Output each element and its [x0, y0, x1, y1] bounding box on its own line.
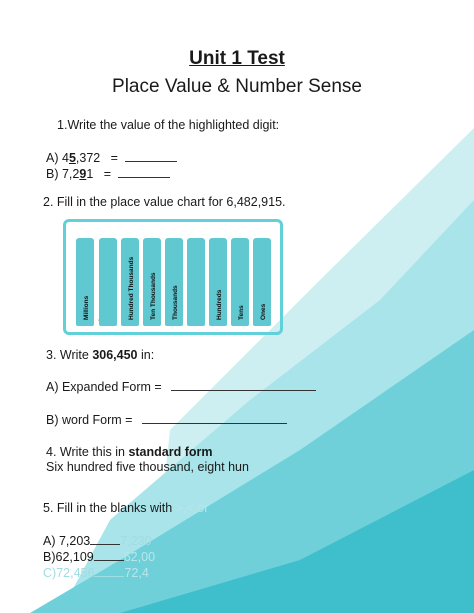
q5-b-right: 62,00 — [123, 550, 156, 564]
column-label: Millions — [83, 295, 90, 320]
q1-text: Write the value of the highlighted digit: — [67, 118, 280, 132]
q3-a-answer-blank[interactable] — [171, 380, 316, 391]
column-blank[interactable] — [187, 238, 205, 326]
page-title: Unit 1 Test — [189, 48, 285, 69]
q1-number: 1. — [57, 118, 68, 132]
q1-b-suffix: 1 — [86, 167, 94, 181]
column-hundreds[interactable] — [209, 238, 227, 326]
column-label: Hundreds — [216, 289, 223, 320]
q1-a-highlight-digit: 5 — [68, 151, 76, 165]
q1-prompt — [57, 118, 279, 132]
q3-number: 306,450 — [92, 348, 138, 362]
q2-prompt: 2. Fill in the place value chart for 6,482,915. — [43, 195, 286, 209]
column-blank[interactable] — [99, 238, 117, 326]
column-ten-thousands[interactable] — [143, 238, 161, 326]
q1-b-equals: = — [103, 167, 111, 181]
q1-b-highlight-digit: 9 — [79, 167, 87, 181]
q1-item-b — [46, 167, 170, 181]
q5-a-blank[interactable] — [90, 534, 120, 545]
q5-prompt — [43, 501, 208, 515]
q4-prompt-bold: standard form — [128, 445, 213, 459]
column-label: Thousands — [172, 285, 179, 320]
q3-b-label: B) word Form = — [46, 413, 133, 427]
q5-prompt-faded: >,<,or — [172, 501, 209, 515]
q1-b-answer-blank[interactable] — [118, 167, 170, 178]
q5-prompt-text: 5. Fill in the blanks with — [43, 501, 173, 515]
q1-a-answer-blank[interactable] — [125, 151, 177, 162]
q4-prompt-post: : — [212, 445, 216, 459]
q1-b-prefix: B) 7,2 — [46, 167, 80, 181]
q1-a-suffix: ,372 — [75, 151, 101, 165]
q3-prompt-post: in: — [137, 348, 155, 362]
q4-number-words: Six hundred five thousand, eight hun — [46, 460, 249, 474]
q4-line2 — [46, 460, 249, 474]
q3-item-b — [46, 413, 287, 427]
q3-prompt — [46, 348, 154, 362]
q3-prompt-pre: 3. Write — [46, 348, 93, 362]
column-label: Tens — [238, 305, 245, 320]
q4-prompt — [46, 445, 216, 459]
q3-item-a — [46, 380, 316, 394]
q3-a-label: A) Expanded Form = — [46, 380, 162, 394]
q5-c-blank[interactable] — [94, 566, 124, 577]
column-ones[interactable] — [253, 238, 271, 326]
column-tens[interactable] — [231, 238, 249, 326]
q5-item-c — [43, 566, 149, 580]
column-label: Ones — [260, 303, 267, 320]
column-millions[interactable] — [76, 238, 94, 326]
q5-a-right: 7,230 — [120, 534, 152, 548]
column-hundred-thousands[interactable] — [121, 238, 139, 326]
column-thousands[interactable] — [165, 238, 183, 326]
q5-c-right: 72,4 — [124, 566, 149, 580]
q5-item-b — [43, 550, 155, 564]
place-value-chart — [63, 219, 283, 335]
page-subtitle: Place Value & Number Sense — [112, 76, 362, 97]
q3-b-answer-blank[interactable] — [142, 413, 287, 424]
q5-c-left: C)72,456 — [43, 566, 95, 580]
q1-item-a — [46, 151, 177, 165]
q1-a-equals: = — [110, 151, 118, 165]
column-label: Hundred Thousands — [128, 256, 135, 320]
q5-b-left: B)62,109 — [43, 550, 94, 564]
column-label: Ten Thousands — [150, 272, 157, 320]
q5-item-a — [43, 534, 152, 548]
q4-prompt-pre: 4. Write this in — [46, 445, 129, 459]
q5-b-blank[interactable] — [94, 550, 124, 561]
q5-a-left: A) 7,203 — [43, 534, 91, 548]
q1-a-prefix: A) 4 — [46, 151, 69, 165]
